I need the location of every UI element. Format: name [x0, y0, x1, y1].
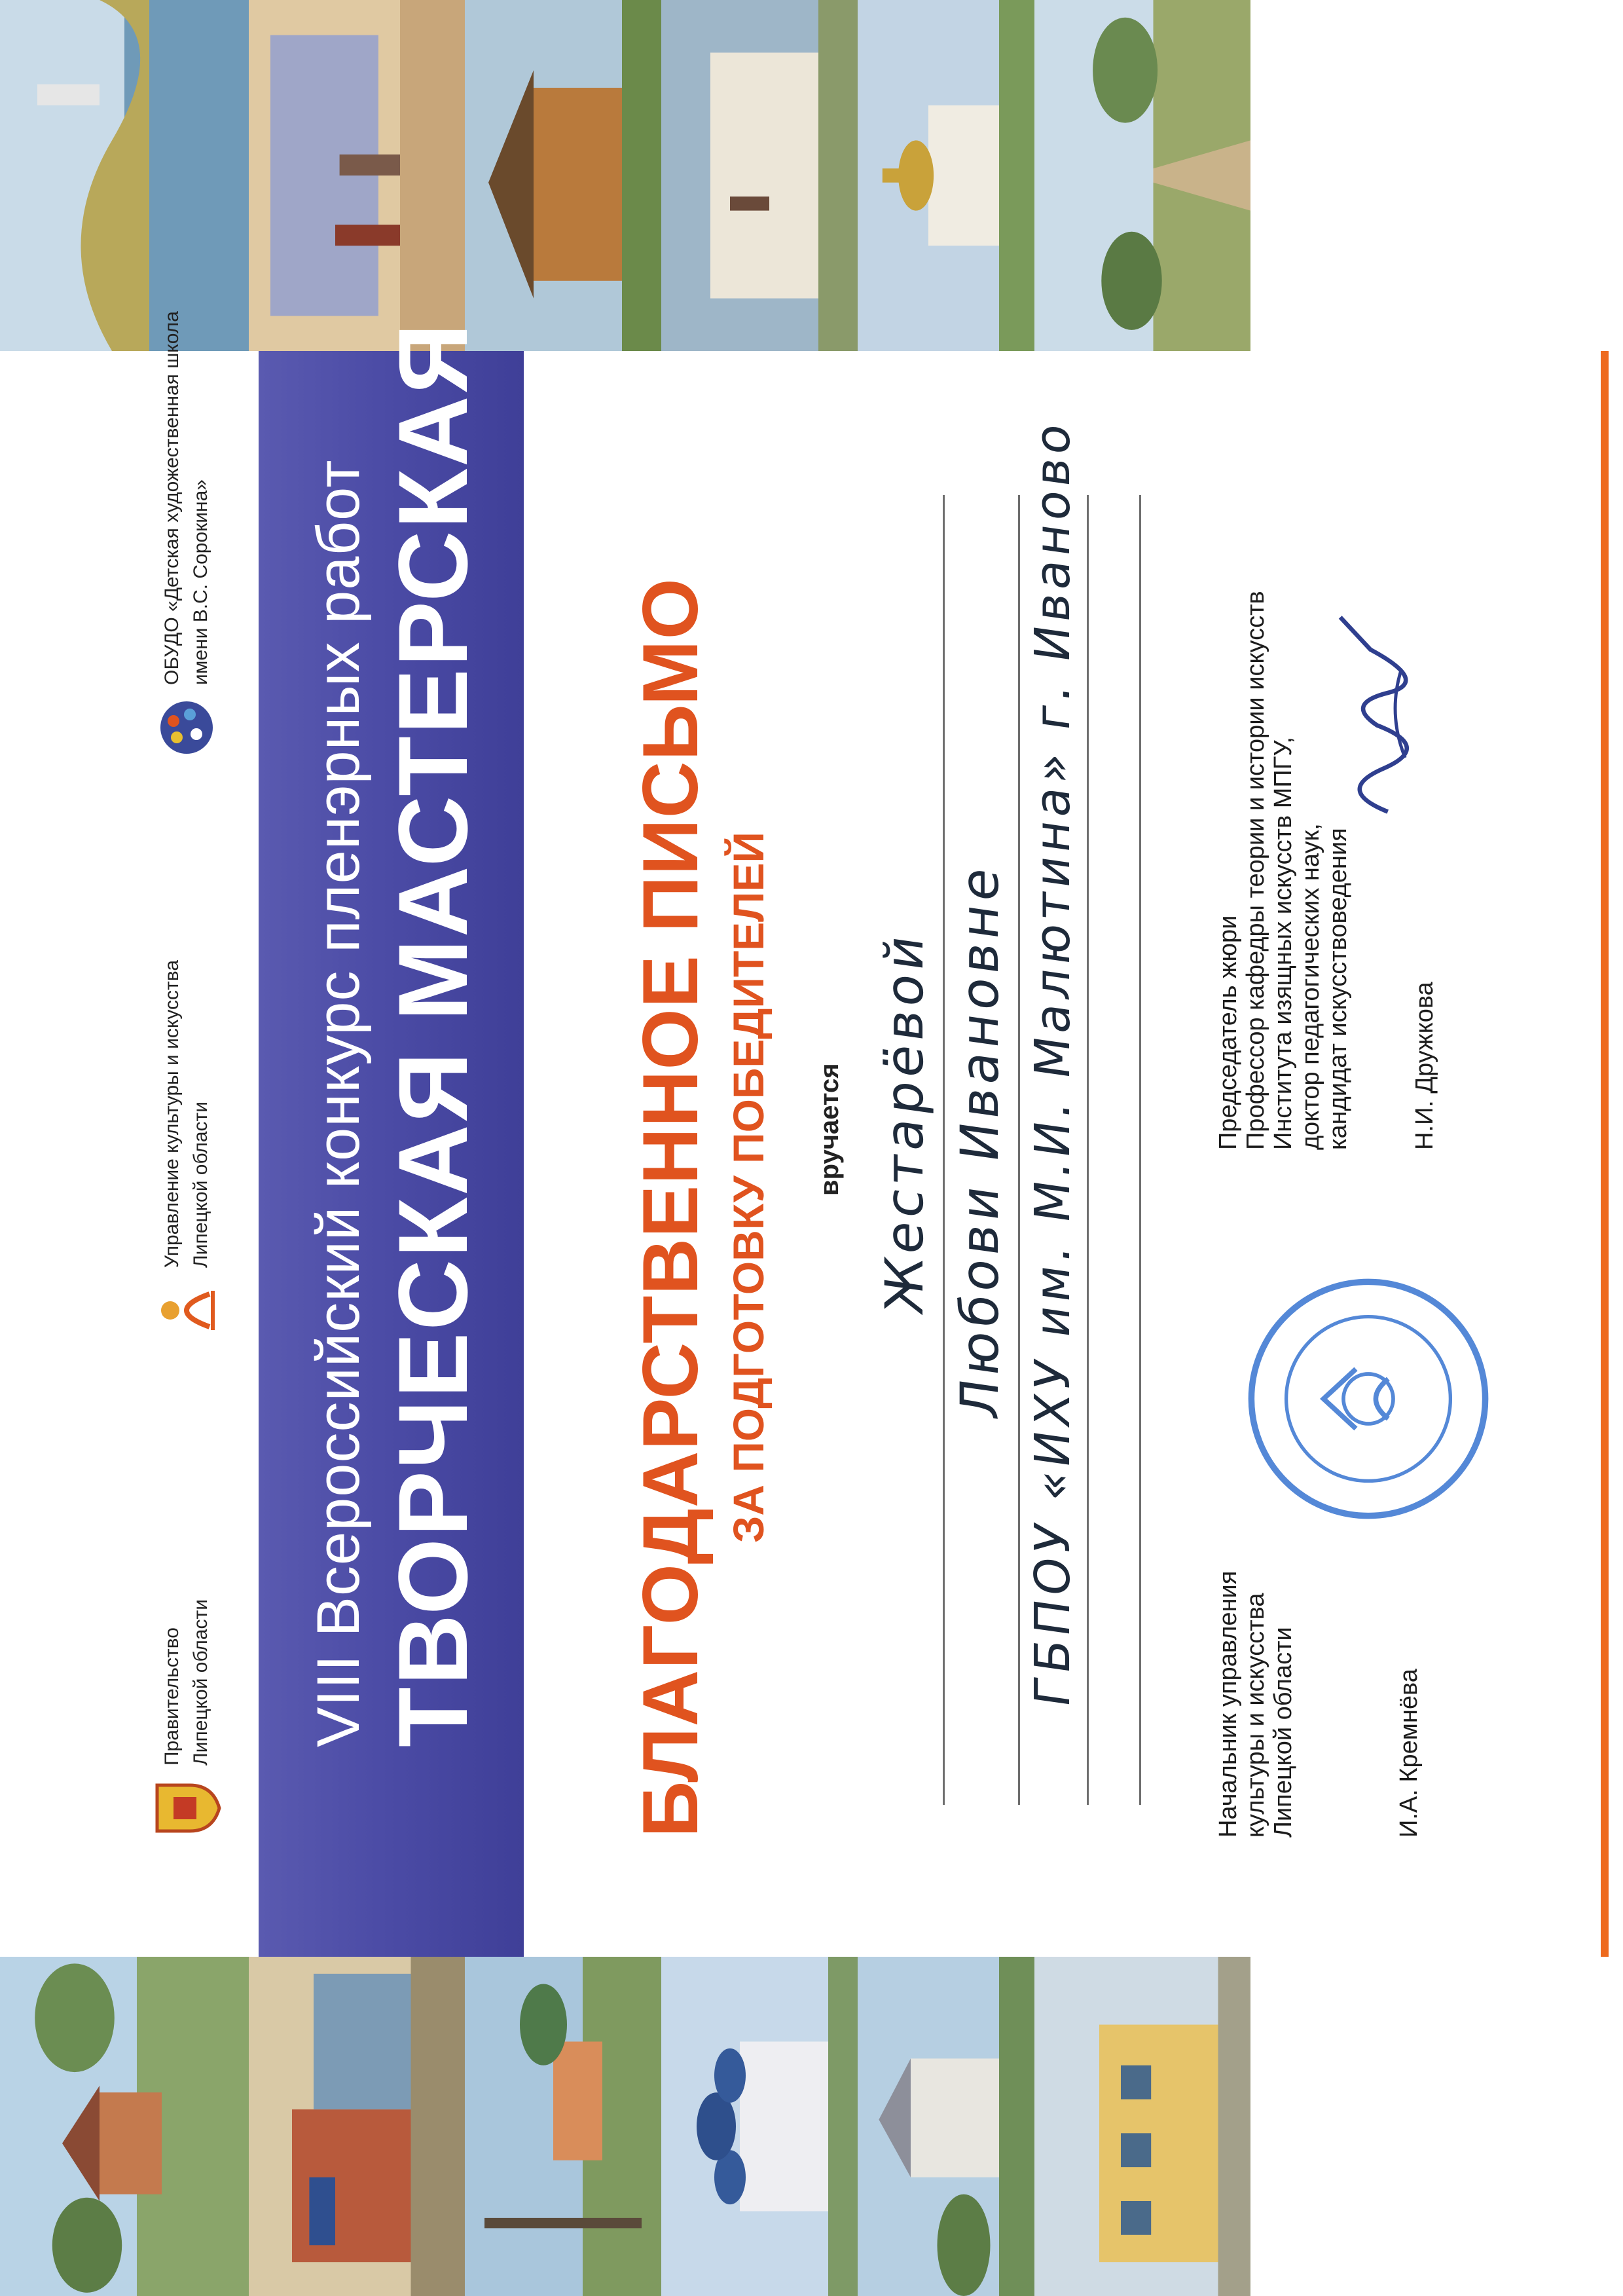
- signature-title-line: культуры и искусства: [1242, 1593, 1269, 1838]
- document-subtitle: ЗА ПОДГОТОВКУ ПОБЕДИТЕЛЕЙ: [724, 832, 773, 1543]
- logo-culture-text: [158, 960, 215, 1268]
- signature-title-line: Профессор кафедры теории и истории искусств: [1242, 591, 1269, 1150]
- handwritten-signature-icon: [1322, 606, 1421, 823]
- official-stamp-icon: [1244, 1274, 1493, 1523]
- logo-line: ОБУДО «Детская художественная школа: [161, 311, 183, 685]
- logos-row: [137, 311, 236, 1838]
- culture-department-emblem-icon: [151, 1281, 223, 1340]
- logo-line: Правительство: [161, 1627, 183, 1766]
- recipient-given-name: Любови Ивановне: [949, 860, 1010, 1423]
- fill-line: [1139, 495, 1141, 1805]
- signature-name: И.А. Кремнёва: [1395, 1669, 1423, 1838]
- presented-label: вручается: [815, 1063, 844, 1196]
- document-title: БЛАГОДАРСТВЕННОЕ ПИСЬМО: [627, 578, 714, 1838]
- contest-title: ТВОРЧЕСКАЯ МАСТЕРСКАЯ: [378, 321, 488, 1747]
- signature-title-line: Начальник управления: [1214, 1570, 1242, 1838]
- paintings-strip-bottom: [0, 1957, 1623, 2296]
- contest-name: VIII Всероссийский конкурс пленэрных работ: [305, 459, 372, 1747]
- logo-line: Управление культуры и искусства: [161, 959, 183, 1268]
- logo-government: [137, 1599, 236, 1838]
- government-emblem-icon: [151, 1779, 223, 1838]
- logo-government-text: [158, 1599, 215, 1766]
- recipient-organization: ГБПОУ «ИХУ им. М.И. Малютина» г. Иваново: [1025, 416, 1081, 1711]
- fill-line: [943, 495, 945, 1805]
- signature-title-line: Председатель жюри: [1214, 915, 1242, 1150]
- painting-yellow-building: [1034, 1957, 1250, 2296]
- logo-line: имени В.С. Сорокина»: [190, 479, 211, 685]
- painting-street-sign: [249, 1957, 465, 2296]
- painting-people-street: [249, 0, 465, 351]
- contest-banner: [259, 321, 524, 1957]
- fill-line: [1018, 495, 1020, 1805]
- painting-church-trees: [858, 1957, 1034, 2296]
- signature-title-line: кандидат искусствоведения: [1324, 828, 1352, 1150]
- painting-river-shore: [0, 0, 249, 351]
- painting-country-road: [1034, 0, 1250, 351]
- signature-title-line: доктор педагогических наук,: [1297, 823, 1324, 1150]
- painting-white-church: [661, 1957, 858, 2296]
- painting-house-trees: [0, 1957, 249, 2296]
- orange-accent-bar: [1601, 351, 1609, 1957]
- logo-art-school: [137, 311, 236, 757]
- painting-white-wall: [661, 0, 858, 351]
- logo-culture-department: [137, 960, 236, 1340]
- art-school-palette-icon: [157, 698, 216, 757]
- fill-line: [1087, 495, 1089, 1805]
- logo-line: Липецкой области: [190, 1599, 211, 1766]
- signature-title-line: Липецкой области: [1269, 1627, 1297, 1838]
- logo-art-school-text: [158, 311, 215, 685]
- painting-domed-church: [858, 0, 1034, 351]
- paintings-strip-top: [0, 0, 1623, 351]
- recipient-surname: Жестарёвой: [874, 927, 935, 1318]
- signature-name: Н.И. Дружкова: [1411, 982, 1438, 1150]
- signature-title-line: Института изящных искусств МПГУ,: [1269, 737, 1297, 1150]
- logo-line: Липецкой области: [190, 1101, 211, 1268]
- painting-wooden-house: [465, 0, 661, 351]
- painting-village-pole: [465, 1957, 661, 2296]
